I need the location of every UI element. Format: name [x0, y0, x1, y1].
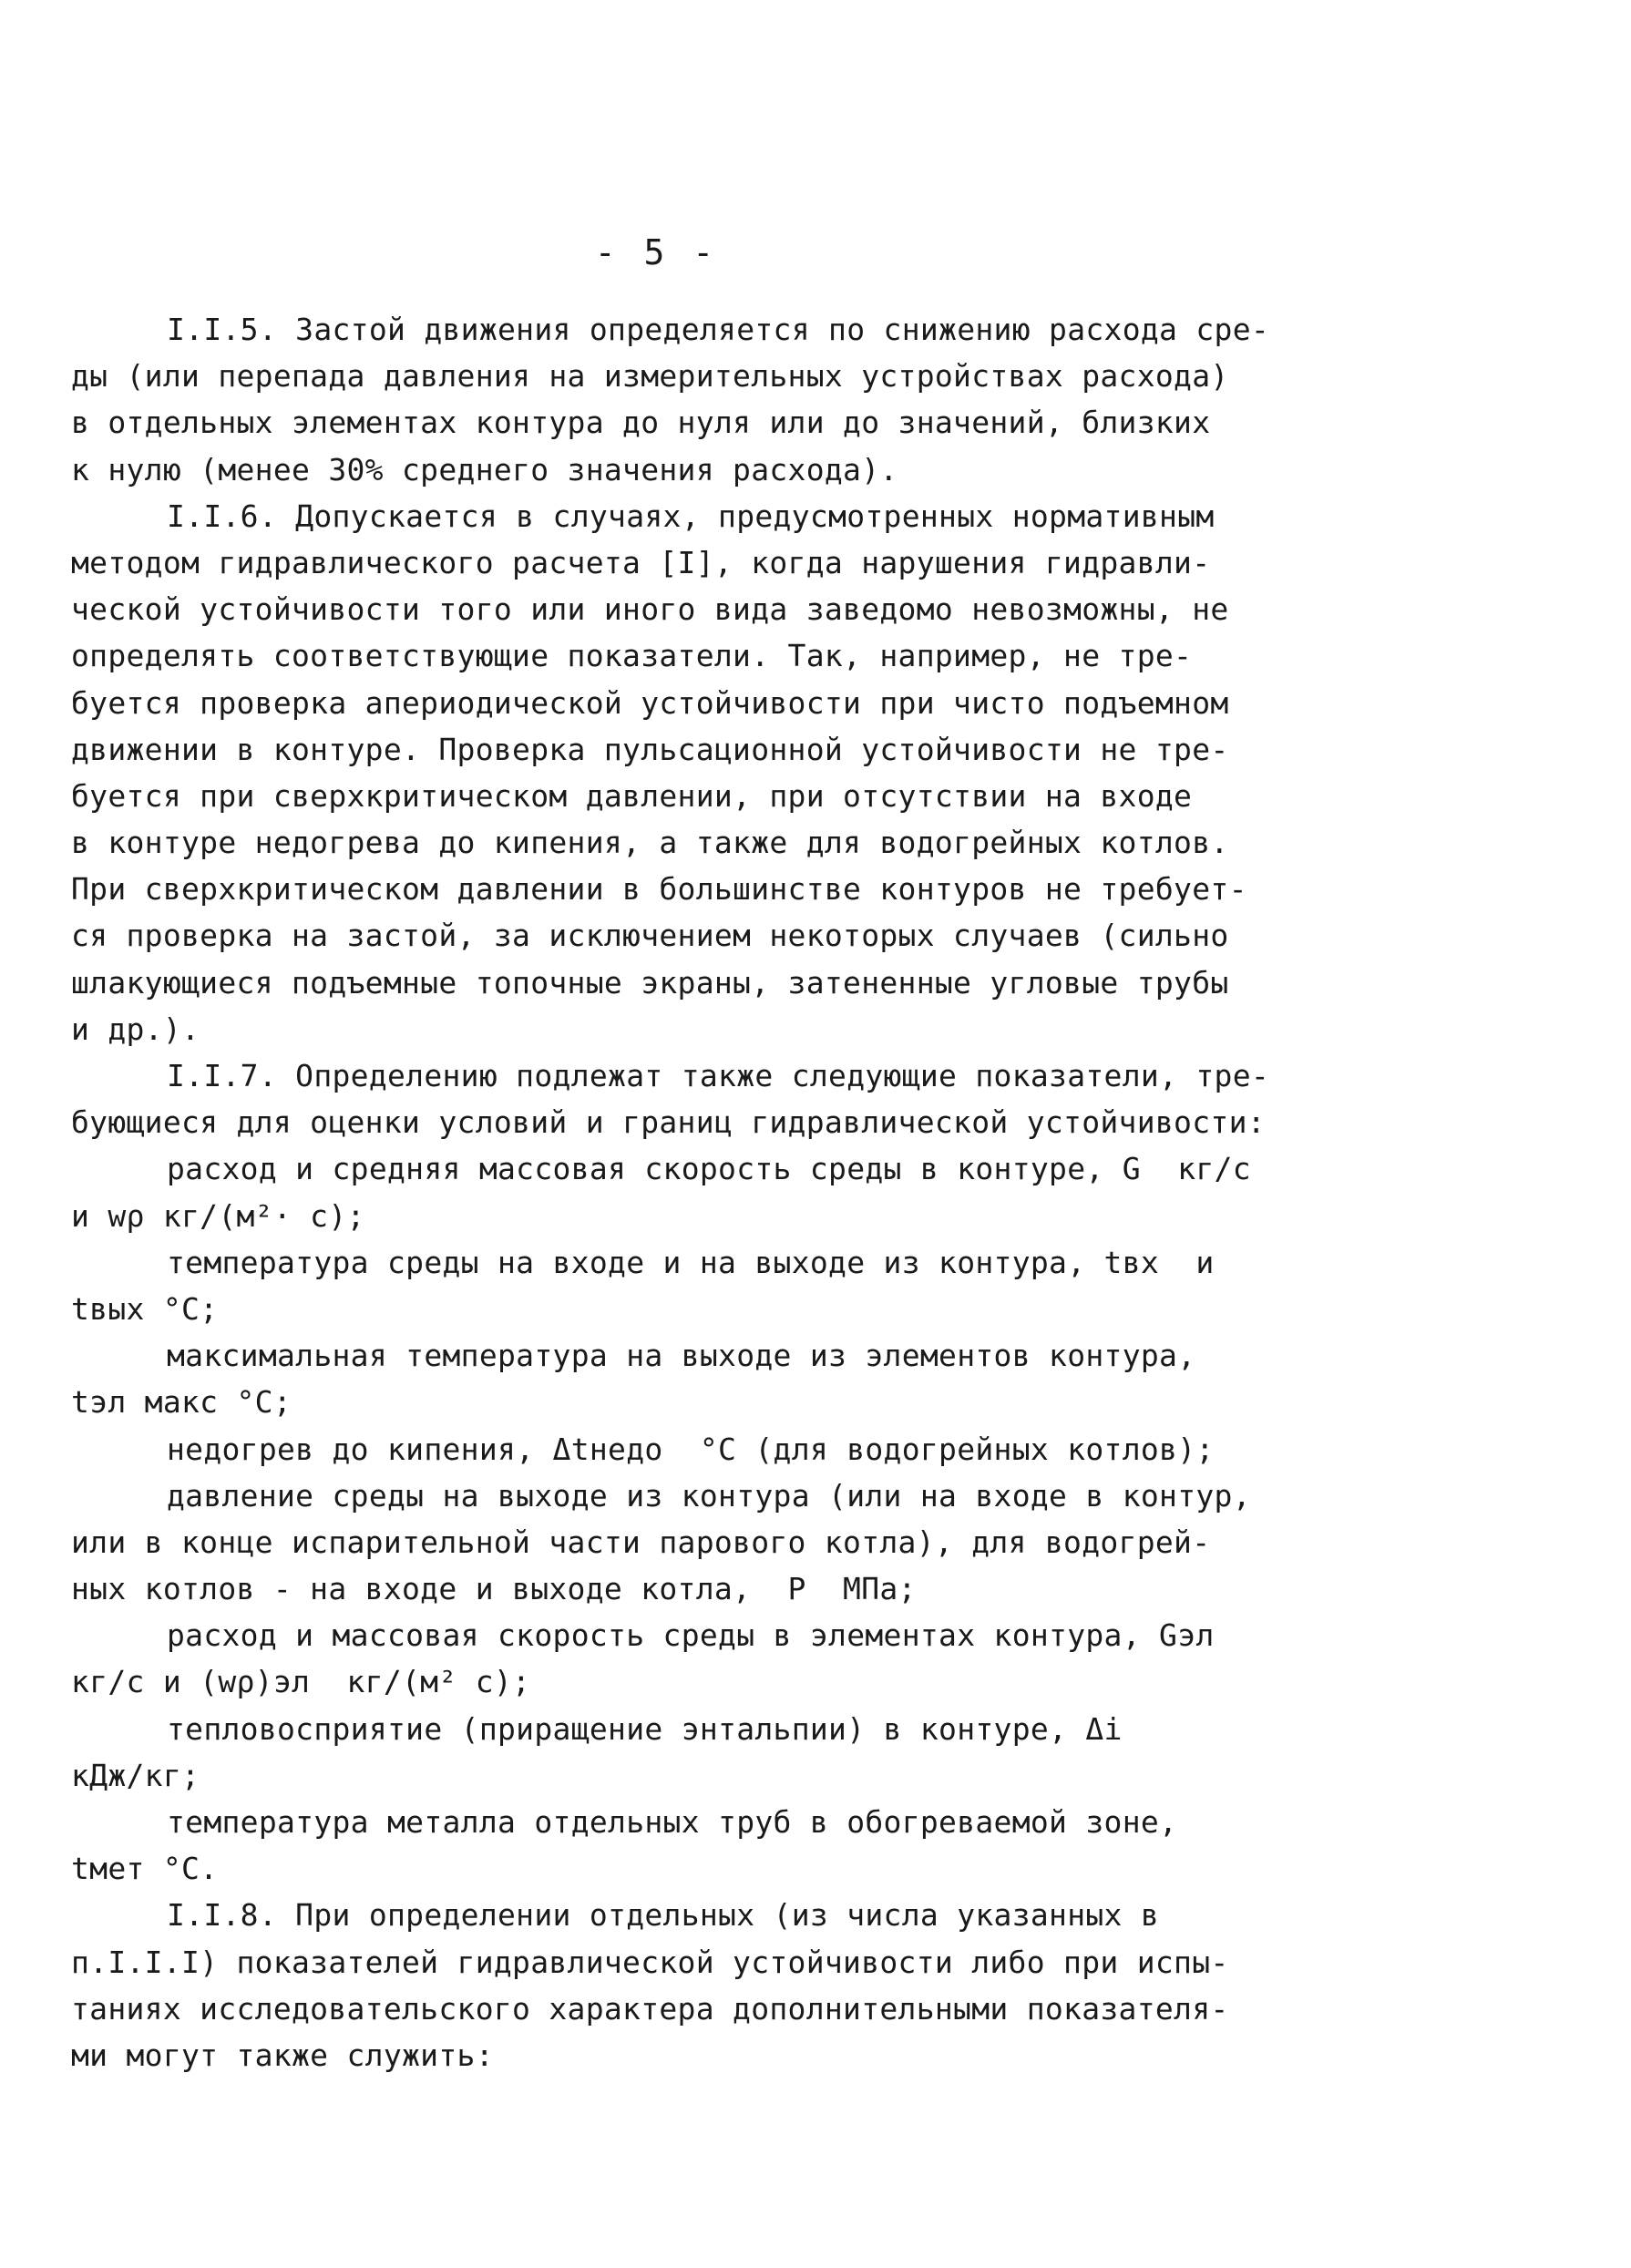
text-line: I.I.5. Застой движения определяется по снижению расхода сре- [167, 312, 1270, 347]
text-line: расход и массовая скорость среды в элементах контура, Gэл [167, 1617, 1215, 1654]
text-line: и wρ кг/(м²· с); [71, 1197, 365, 1234]
text-line: tэл макс °С; [71, 1384, 292, 1421]
text-line: ми могут также служить: [71, 2037, 494, 2073]
page-number: - 5 - [594, 232, 718, 272]
text-line: температура металла отдельных труб в обогреваемой зоне, [167, 1804, 1178, 1840]
text-line: максимальная температура на выходе из элементов контура, [167, 1338, 1196, 1374]
text-line: ческой устойчивости того или иного вида заведомо невозможны, не [71, 591, 1229, 628]
text-line: ся проверка на застой, за исключением некоторых случаев (сильно [71, 918, 1229, 954]
text-line: ды (или перепада давления на измерительных устройствах расхода) [71, 358, 1229, 395]
document-body [71, 306, 1328, 2078]
text-line: шлакующиеся подъемные топочные экраны, затененные угловые трубы [71, 964, 1229, 1001]
text-line: кг/с и (wρ)эл кг/(м² с); [71, 1664, 531, 1700]
text-line: в отдельных элементах контура до нуля или до значений, близких [71, 405, 1211, 441]
text-line: I.I.8. При определении отдельных (из числа указанных в [167, 1897, 1160, 1934]
text-line: ных котлов - на входе и выходе котла, Р МПа; [71, 1571, 917, 1607]
text-line: tвых °С; [71, 1290, 219, 1327]
text-line: таниях исследовательского характера дополнительными показателя- [71, 1990, 1229, 2027]
text-line: методом гидравлического расчета [I], когда нарушения гидравли- [71, 544, 1211, 580]
text-line: бующиеся для оценки условий и границ гидравлической устойчивости: [71, 1104, 1266, 1141]
text-line: и др.). [71, 1011, 200, 1047]
text-line: расход и средняя массовая скорость среды в контуре, G кг/с [167, 1151, 1251, 1187]
text-line: движении в контуре. Проверка пульсационной устойчивости не тре- [71, 731, 1229, 767]
text-line: температура среды на входе и на выходе из контура, tвх и [167, 1244, 1215, 1280]
text-line: п.I.I.I) показателей гидравлической устойчивости либо при испы- [71, 1944, 1229, 1980]
text-line: или в конце испарительной части парового котла), для водогрей- [71, 1524, 1211, 1560]
text-line: тепловосприятие (приращение энтальпии) в контуре, Δi [167, 1710, 1123, 1747]
text-line: недогрев до кипения, Δtнедо °С (для водогрейных котлов); [167, 1431, 1215, 1467]
text-line: давление среды на выходе из контура (или на входе в контур, [167, 1477, 1251, 1514]
text-line: tмет °С. [71, 1851, 219, 1887]
text-line: буется проверка апериодической устойчивости при чисто подъемном [71, 684, 1229, 721]
text-line: определять соответствующие показатели. Так, например, не тре- [71, 638, 1193, 674]
text-line: I.I.6. Допускается в случаях, предусмотренных нормативным [167, 498, 1215, 534]
text-line: кДж/кг; [71, 1757, 200, 1793]
text-line: к нулю (менее 30% среднего значения расхода). [71, 451, 898, 487]
text-line: в контуре недогрева до кипения, а также для водогрейных котлов. [71, 825, 1229, 861]
text-line: I.I.7. Определению подлежат также следующие показатели, тре- [167, 1058, 1270, 1093]
text-line: При сверхкритическом давлении в большинстве контуров не требует- [71, 871, 1247, 908]
text-line: буется при сверхкритическом давлении, при отсутствии на входе [71, 777, 1193, 814]
